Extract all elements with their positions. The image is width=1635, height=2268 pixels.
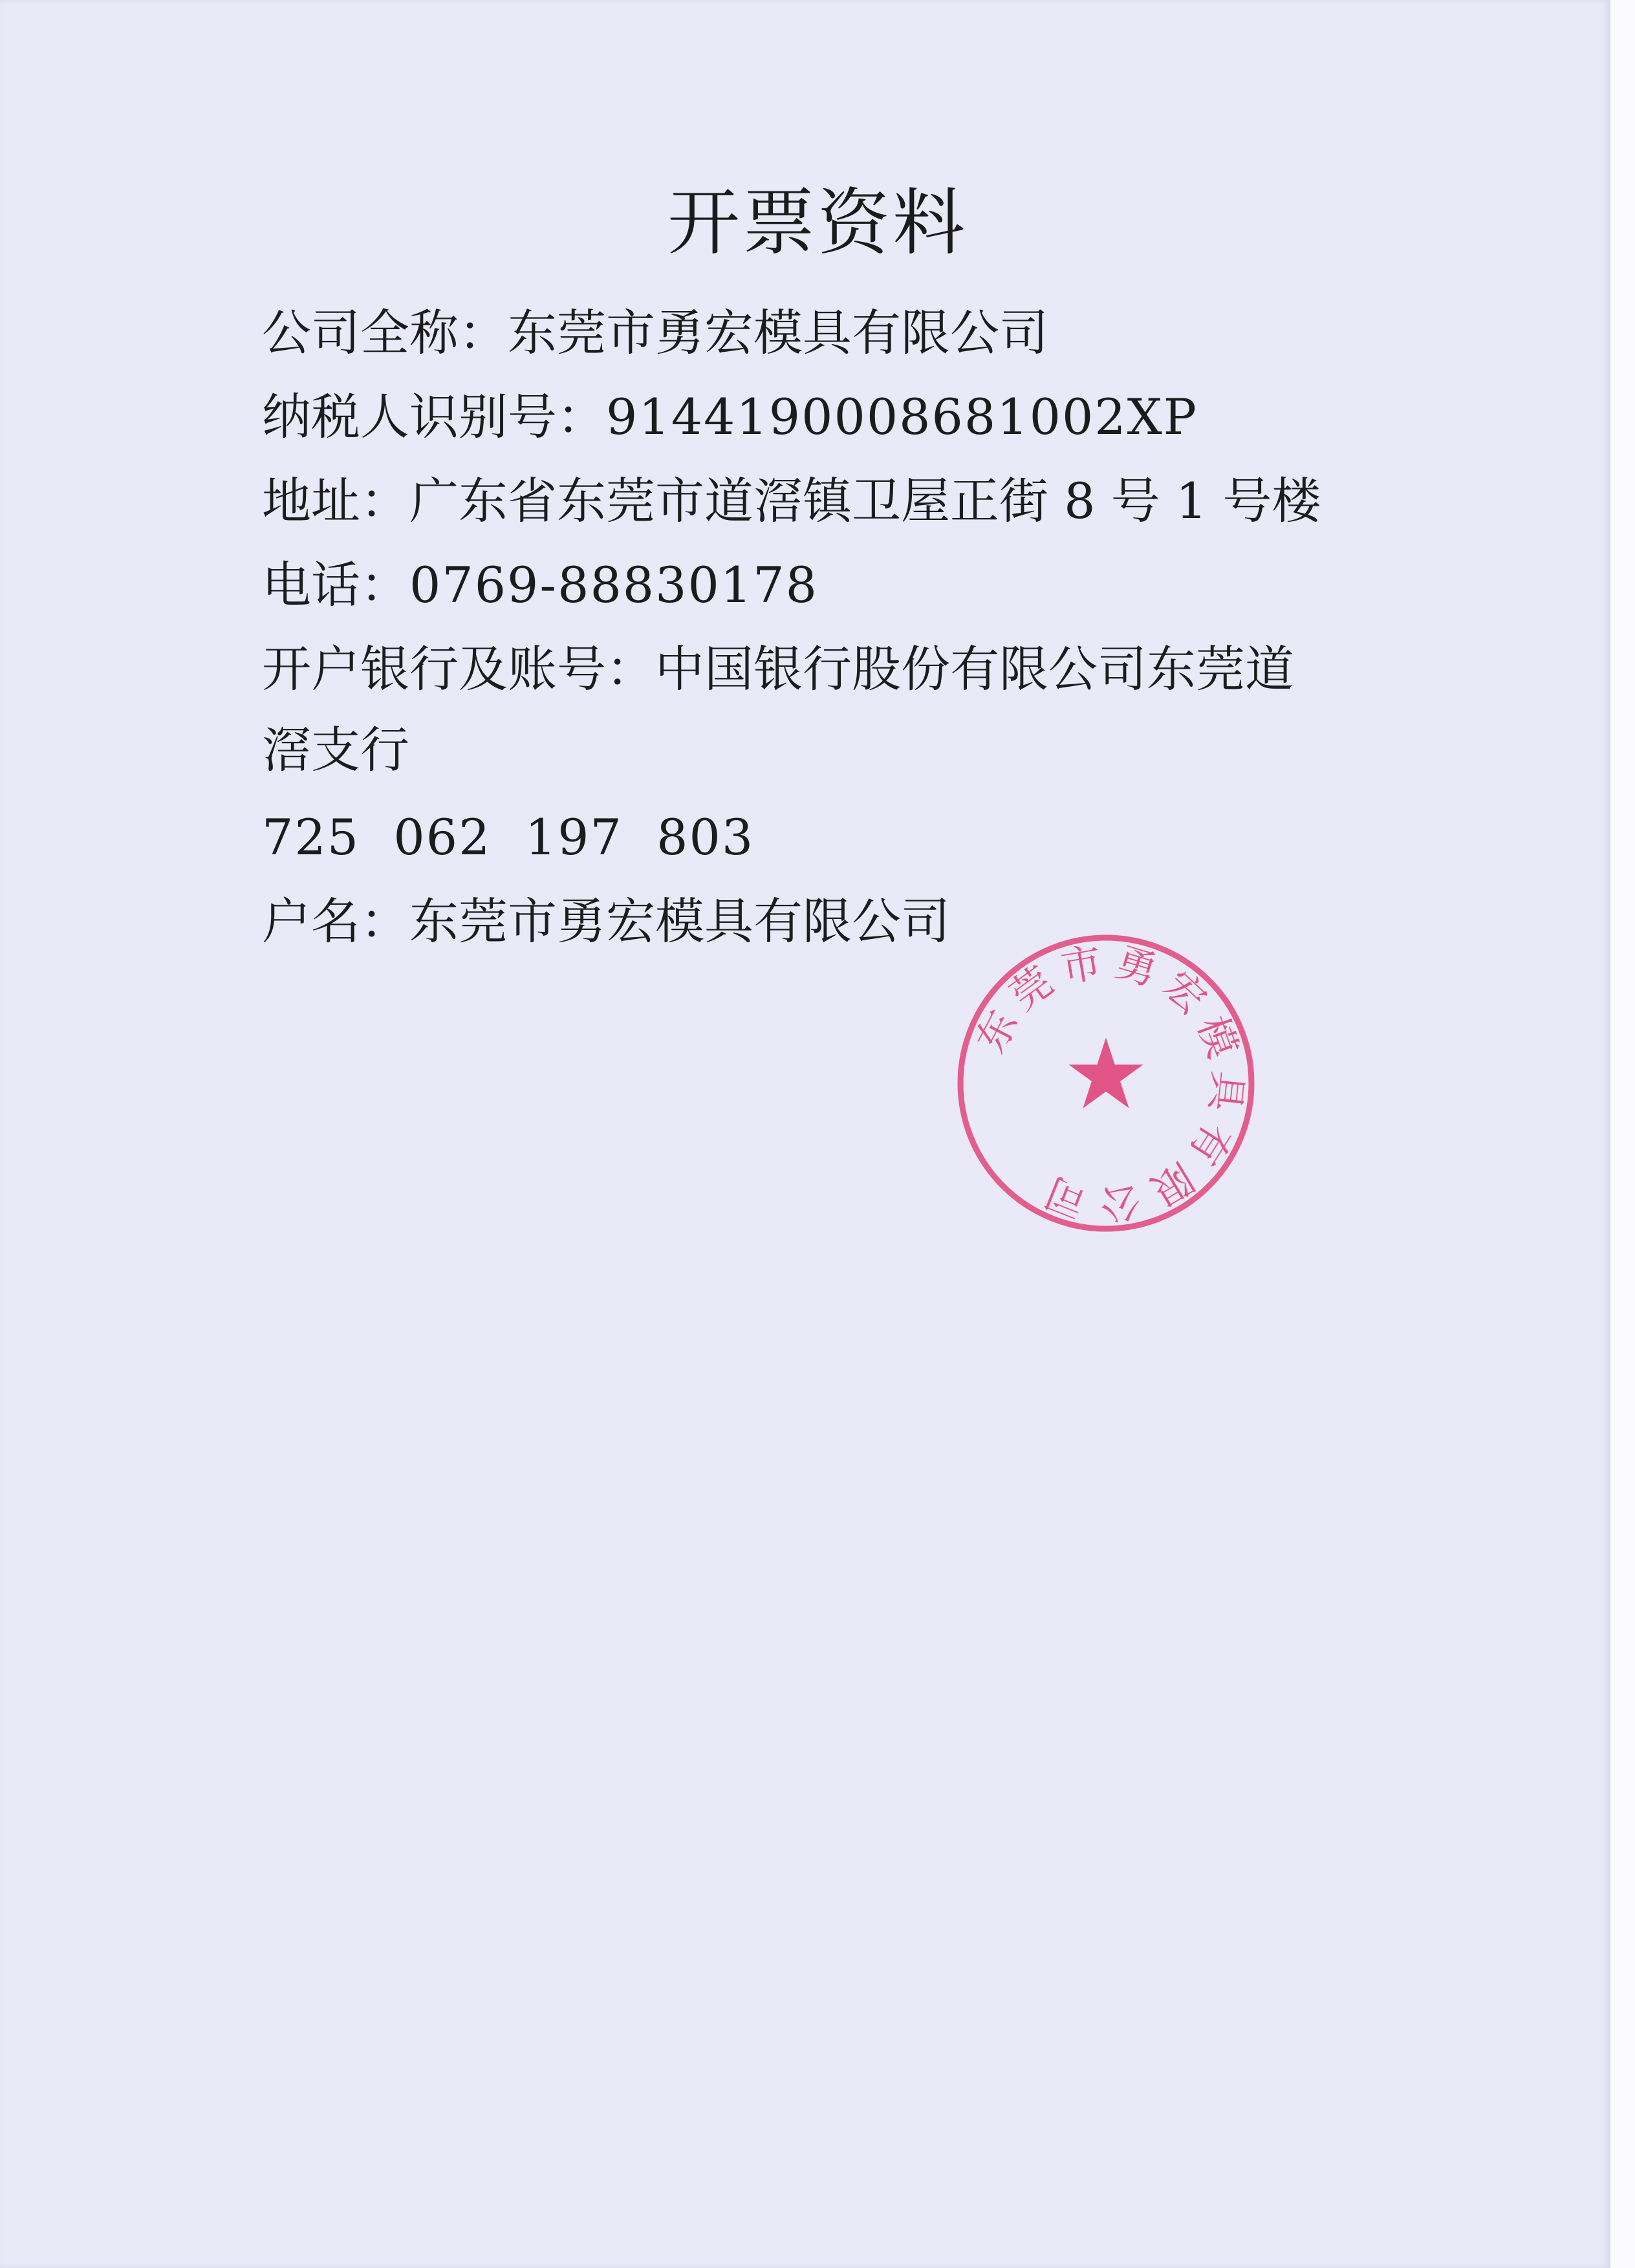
company-name-line	[262, 301, 1048, 365]
bank-line	[262, 637, 1294, 702]
company-seal	[951, 928, 1261, 1238]
bank-account-number: 725 062 197 803	[262, 808, 755, 866]
bank-value-line2: 滘支行	[262, 721, 409, 779]
account-name-value: 东莞市勇宏模具有限公司	[409, 892, 950, 950]
address-line	[262, 469, 1321, 534]
seal-text-path: 东莞市勇宏模具有限公司	[966, 936, 1252, 1229]
company-name-value: 东莞市勇宏模具有限公司	[508, 304, 1048, 362]
account-name-label: 户名：	[262, 892, 409, 950]
phone-line	[262, 553, 818, 618]
address-label: 地址：	[262, 472, 409, 530]
address-value: 广东省东莞市道滘镇卫屋正街 8 号 1 号楼	[409, 472, 1321, 530]
bank-value-line1: 中国银行股份有限公司东莞道	[655, 640, 1294, 698]
tax-id-line	[262, 385, 1198, 449]
bank-label: 开户银行及账号：	[262, 640, 655, 698]
bank-line-2	[262, 718, 409, 783]
seal-star-icon: ★	[1062, 1019, 1150, 1131]
scan-edge	[1610, 0, 1635, 2268]
tax-id-label: 纳税人识别号：	[262, 388, 606, 446]
company-name-label: 公司全称：	[262, 304, 508, 362]
account-name-line	[262, 889, 950, 954]
tax-id-value: 9144190008681002XP	[606, 388, 1198, 446]
phone-label: 电话：	[262, 556, 409, 614]
phone-value: 0769-88830178	[409, 556, 818, 614]
document-title: 开票资料	[667, 181, 968, 265]
